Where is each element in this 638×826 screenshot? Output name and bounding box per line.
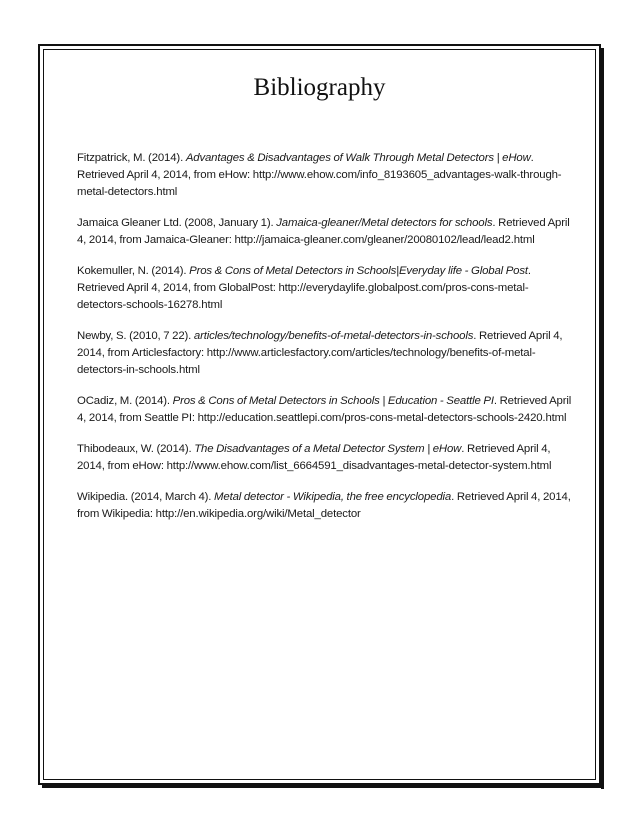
entry-lead: Fitzpatrick, M. (2014).: [77, 152, 186, 164]
entry-tail: . Retrieved April 4, 2014, from Jamaica-Gleaner: http://jamaica-gleaner.com/gleaner/20080102/lead/lead2.html: [77, 217, 570, 246]
entry-lead: Newby, S. (2010, 7 22).: [77, 330, 194, 342]
entry-title: Advantages & Disadvantages of Walk Through Metal Detectors | eHow: [185, 152, 531, 164]
entry-title: Metal detector - Wikipedia, the free encyclopedia: [214, 491, 452, 503]
entry-tail: . Retrieved April 4, 2014, from eHow: http://www.ehow.com/list_6664591_disadvantages-metal-detector-system.html: [77, 443, 552, 472]
entry-lead: Kokemuller, N. (2014).: [77, 265, 190, 277]
entry-tail: . Retrieved April 4, 2014, from Articlesfactory: http://www.articlesfactory.com/articles/technology/benefits-of-metal-detectors-in-schools.html: [77, 330, 563, 376]
entry-title: Pros & Cons of Metal Detectors in Schools | Education - Seattle PI: [172, 395, 494, 407]
bibliography-entry: [77, 150, 577, 201]
entry-title: Jamaica-gleaner/Metal detectors for schools: [276, 217, 493, 229]
page-title: Bibliography: [253, 74, 386, 101]
page-border-shadow-right: [601, 48, 604, 789]
entry-title: The Disadvantages of a Metal Detector System | eHow: [194, 443, 462, 455]
bibliography-entry: [77, 441, 577, 475]
bibliography-entry: [77, 489, 577, 523]
entry-lead: Jamaica Gleaner Ltd. (2008, January 1).: [77, 217, 277, 229]
bibliography-entry: [77, 328, 577, 379]
page-border-shadow-bottom: [42, 785, 604, 788]
entry-lead: Thibodeaux, W. (2014).: [77, 443, 195, 455]
entry-lead: Wikipedia. (2014, March 4).: [77, 491, 215, 503]
entry-title: Pros & Cons of Metal Detectors in Schools|Everyday life - Global Post: [189, 265, 528, 277]
entry-tail: . Retrieved April 4, 2014, from GlobalPost: http://everydaylife.globalpost.com/pros-cons-metal-detectors-schools-16278.html: [77, 265, 531, 311]
bibliography-entry: [77, 393, 577, 427]
bibliography-entry: [77, 263, 577, 314]
entry-title: articles/technology/benefits-of-metal-detectors-in-schools: [193, 330, 474, 342]
entry-tail: . Retrieved April 4, 2014, from Seattle PI: http://education.seattlepi.com/pros-cons-metal-detectors-schools-2420.html: [77, 395, 572, 424]
entry-tail: . Retrieved April 4, 2014, from eHow: http://www.ehow.com/info_8193605_advantages-walk-through-metal-detectors.html: [77, 152, 562, 198]
entry-tail: . Retrieved April 4, 2014, from Wikipedia: http://en.wikipedia.org/wiki/Metal_detector: [77, 491, 571, 520]
bibliography-entry: [77, 215, 577, 249]
bibliography-list: [77, 150, 577, 537]
entry-lead: OCadiz, M. (2014).: [77, 395, 173, 407]
